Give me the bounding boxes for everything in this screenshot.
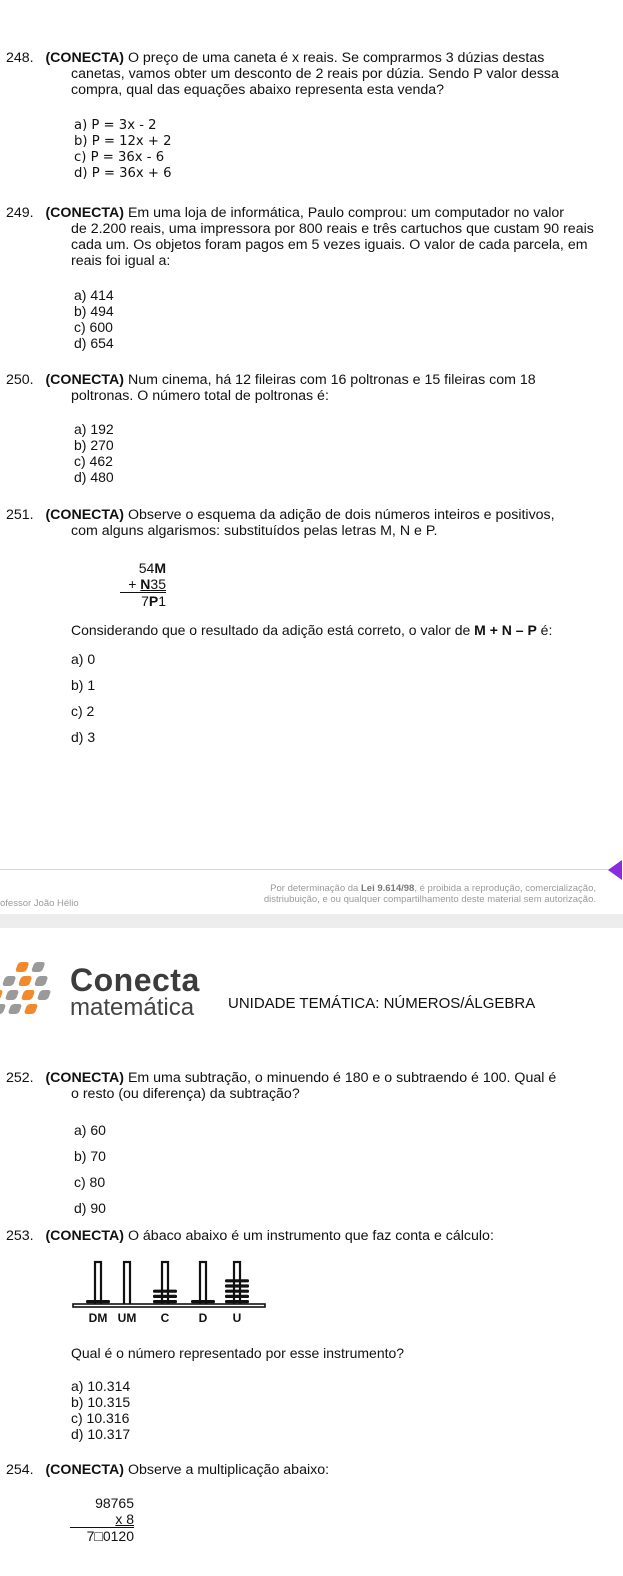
options-249 [74,287,114,351]
option-d[interactable]: d) 3 [71,729,96,745]
addend-2: + N35 [120,576,166,593]
stem-line: Num cinema, há 12 fileiras com 16 poltronas e 15 fileiras com 18 [124,372,536,388]
options-252 [74,1117,106,1221]
abacus-bead [225,1284,249,1287]
logo-icon [0,958,66,1024]
abacus-rod-c [162,1262,168,1306]
options-248 [74,118,172,182]
stem-line: cada um. Os objetos foram pagos em 5 vezes iguais. O valor de cada parcela, em [71,237,588,253]
abacus-bead [86,1300,110,1303]
option-d[interactable]: d) P = 36x + 6 [74,166,172,181]
stem-line: Em uma loja de informática, Paulo comprou: um computador no valor [124,205,565,221]
option-a[interactable]: a) 192 [74,421,114,437]
abacus-rod-d [200,1262,206,1306]
abacus-bead [191,1300,215,1303]
option-a[interactable]: a) 10.314 [71,1378,131,1394]
question-tag: (CONECTA) [45,1070,124,1086]
option-b[interactable]: b) 494 [74,303,114,319]
question-number: 248. [6,50,34,66]
question-254 [6,1462,606,1478]
page-separator [0,914,623,928]
option-a[interactable]: a) 0 [71,651,96,667]
logo-title: Conecta [70,962,200,998]
stem-line: Observe o esquema da adição de dois números inteiros e positivos, [124,507,555,523]
abacus-rod-u [234,1262,240,1306]
option-d[interactable]: d) 480 [74,469,114,485]
option-a[interactable]: a) 414 [74,287,114,303]
author-name: ofessor João Hélio [0,898,79,909]
abacus-label-u: U [232,1311,242,1325]
stem-line: o resto (ou diferença) da subtração? [71,1086,300,1102]
option-c[interactable]: c) 600 [74,319,113,335]
question-tag: (CONECTA) [45,50,124,66]
option-a[interactable]: a) 60 [74,1122,106,1138]
factor-1: 98765 [95,1495,134,1511]
question-tag: (CONECTA) [45,507,124,523]
question-tag: (CONECTA) [45,1462,124,1478]
sum-result: 7P1 [141,593,166,609]
option-b[interactable]: b) 10.315 [71,1394,131,1410]
option-d[interactable]: d) 90 [74,1200,106,1216]
stem-line: com alguns algarismos: substituídos pelas letras M, N e P. [71,523,438,539]
question-number: 251. [6,507,34,523]
question-prompt: Considerando que o resultado da adição está correto, o valor de M + N – P é: [71,622,553,638]
abacus-label-c: C [160,1311,170,1325]
question-number: 249. [6,205,34,221]
options-251 [71,646,95,750]
question-tag: (CONECTA) [45,205,124,221]
abacus-label-um: UM [117,1311,137,1325]
abacus-label-dm: DM [88,1311,108,1325]
abacus-rod-um [124,1262,130,1306]
options-253 [71,1378,130,1442]
stem-line: compra, qual das equações abaixo representa esta venda? [71,82,445,98]
abacus-bead [225,1295,249,1298]
abacus-label-d: D [198,1311,208,1325]
option-b[interactable]: b) 1 [71,677,96,693]
question-248 [6,50,606,98]
abacus-bead [153,1290,177,1293]
expression: M + N – P [474,622,537,638]
addend-1: 54M [138,560,166,576]
option-a[interactable]: a) P = 3x - 2 [74,118,157,133]
stem-line: Em uma subtração, o minuendo é 180 e o subtraendo é 100. Qual é [124,1070,557,1086]
question-253 [6,1228,606,1244]
abacus-bead [225,1279,249,1282]
stem-line: poltronas. O número total de poltronas é: [71,388,329,404]
question-prompt: Qual é o número representado por esse instrumento? [71,1345,405,1361]
question-249 [6,205,606,269]
question-251 [6,507,606,539]
stem-line: canetas, vamos obter um desconto de 2 reais por dúzia. Sendo P valor dessa [71,66,559,82]
option-c[interactable]: c) 10.316 [71,1410,130,1426]
option-b[interactable]: b) 270 [74,437,114,453]
abacus [72,1258,268,1328]
question-number: 254. [6,1462,34,1478]
factor-2: x 8 [70,1511,134,1528]
footer-divider [0,869,610,870]
legal-notice: Por determinação da Lei 9.614/98, é proibida a reprodução, comercialização, distriubuição, e ou qualquer compartilhamento deste material sem autorização. [263,883,596,905]
option-b[interactable]: b) 70 [74,1148,106,1164]
multiplication-scheme [70,1495,134,1544]
stem-line: Observe a multiplicação abaixo: [124,1462,330,1478]
option-b[interactable]: b) P = 12x + 2 [74,134,172,149]
question-252 [6,1070,606,1102]
page-marker-icon [608,860,622,880]
option-c[interactable]: c) 80 [74,1174,106,1190]
stem-line: O preço de uma caneta é x reais. Se comprarmos 3 dúzias destas [124,50,545,66]
stem-line: O ábaco abaixo é um instrumento que faz conta e cálculo: [124,1228,494,1244]
abacus-bead [153,1295,177,1298]
question-tag: (CONECTA) [45,1228,124,1244]
question-number: 250. [6,372,34,388]
product: 7□0120 [86,1528,134,1544]
addition-scheme [120,560,166,609]
option-d[interactable]: d) 10.317 [71,1426,131,1442]
logo-subtitle: matemática [70,994,195,1021]
option-c[interactable]: c) 2 [71,703,95,719]
stem-line: de 2.200 reais, uma impressora por 800 reais e três cartuchos que custam 90 reais [71,221,594,237]
unit-title: UNIDADE TEMÁTICA: NÚMEROS/ÁLGEBRA [228,995,536,1012]
abacus-rod-dm [95,1262,101,1306]
option-d[interactable]: d) 654 [74,335,114,351]
question-number: 253. [6,1228,34,1244]
abacus-base [73,1304,265,1307]
question-number: 252. [6,1070,34,1086]
option-c[interactable]: c) P = 36x - 6 [74,150,165,165]
question-tag: (CONECTA) [45,372,124,388]
abacus-bead [153,1300,177,1303]
abacus-bead [225,1290,249,1293]
abacus-bead [225,1300,249,1303]
question-250 [6,372,606,404]
options-250 [74,421,114,485]
stem-line: reais foi igual a: [71,253,171,269]
option-c[interactable]: c) 462 [74,453,113,469]
